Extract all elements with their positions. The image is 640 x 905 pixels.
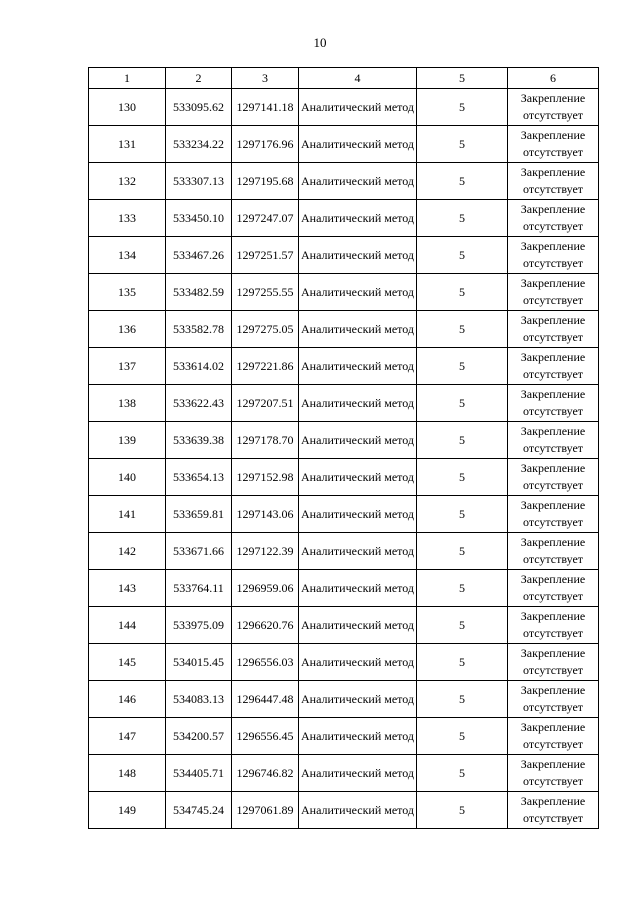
table-cell: 5 (417, 459, 508, 496)
table-cell: Закрепление отсутствует (508, 681, 599, 718)
table-cell: 1297061.89 (232, 792, 299, 829)
table-cell: 533654.13 (166, 459, 232, 496)
table-cell: Закрепление отсутствует (508, 607, 599, 644)
table-cell: 1297152.98 (232, 459, 299, 496)
table-cell: 139 (89, 422, 166, 459)
table-cell: 5 (417, 348, 508, 385)
table-row (89, 200, 599, 237)
table-cell: Закрепление отсутствует (508, 89, 599, 126)
table-row (89, 422, 599, 459)
table-cell: Аналитический метод (299, 422, 417, 459)
table-cell: 533450.10 (166, 200, 232, 237)
table-cell: Аналитический метод (299, 718, 417, 755)
table-row (89, 311, 599, 348)
table-cell: 534745.24 (166, 792, 232, 829)
table-cell: 1297176.96 (232, 126, 299, 163)
table-cell: 131 (89, 126, 166, 163)
table-cell: 1296620.76 (232, 607, 299, 644)
table-cell: Аналитический метод (299, 792, 417, 829)
table-cell: 137 (89, 348, 166, 385)
table-cell: Закрепление отсутствует (508, 718, 599, 755)
table-cell: 1297251.57 (232, 237, 299, 274)
table-cell: 145 (89, 644, 166, 681)
table-cell: 130 (89, 89, 166, 126)
column-header: 1 (89, 68, 166, 89)
table-cell: 1296959.06 (232, 570, 299, 607)
table-cell: 1296447.48 (232, 681, 299, 718)
header-row (89, 68, 599, 89)
table-cell: 533234.22 (166, 126, 232, 163)
table-cell: 1297143.06 (232, 496, 299, 533)
table-cell: 1297178.70 (232, 422, 299, 459)
table-row (89, 755, 599, 792)
table-cell: 534015.45 (166, 644, 232, 681)
table-cell: Аналитический метод (299, 570, 417, 607)
table-cell: 1297247.07 (232, 200, 299, 237)
column-header: 2 (166, 68, 232, 89)
table-cell: Закрепление отсутствует (508, 755, 599, 792)
table-cell: 533582.78 (166, 311, 232, 348)
table-cell: Аналитический метод (299, 607, 417, 644)
table-cell: 533975.09 (166, 607, 232, 644)
table-row (89, 681, 599, 718)
column-header: 4 (299, 68, 417, 89)
table-cell: 533659.81 (166, 496, 232, 533)
table-cell: 136 (89, 311, 166, 348)
table-row (89, 496, 599, 533)
table-cell: Аналитический метод (299, 126, 417, 163)
table-cell: Закрепление отсутствует (508, 570, 599, 607)
table-cell: 5 (417, 126, 508, 163)
table-cell: 533764.11 (166, 570, 232, 607)
table-cell: 533482.59 (166, 274, 232, 311)
table-cell: 533639.38 (166, 422, 232, 459)
table-cell: 533614.02 (166, 348, 232, 385)
table-cell: 1297255.55 (232, 274, 299, 311)
table-cell: Аналитический метод (299, 237, 417, 274)
table-cell: 534200.57 (166, 718, 232, 755)
table-cell: 5 (417, 89, 508, 126)
table-cell: 533671.66 (166, 533, 232, 570)
table-cell: 5 (417, 274, 508, 311)
table-cell: 1297195.68 (232, 163, 299, 200)
table-header (89, 68, 599, 89)
table-cell: 1297275.05 (232, 311, 299, 348)
coordinates-table (88, 67, 599, 829)
table-cell: 5 (417, 533, 508, 570)
table-cell: 5 (417, 422, 508, 459)
table-cell: 5 (417, 311, 508, 348)
table-cell: Аналитический метод (299, 681, 417, 718)
table-cell: 5 (417, 385, 508, 422)
page-number: 10 (313, 35, 327, 50)
table-cell: Аналитический метод (299, 496, 417, 533)
table-cell: Аналитический метод (299, 385, 417, 422)
table-row (89, 607, 599, 644)
table-cell: Закрепление отсутствует (508, 496, 599, 533)
table-cell: 5 (417, 200, 508, 237)
table-cell: Закрепление отсутствует (508, 644, 599, 681)
table-cell: 146 (89, 681, 166, 718)
table-cell: 5 (417, 496, 508, 533)
table-cell: 1297221.86 (232, 348, 299, 385)
table-cell: Аналитический метод (299, 459, 417, 496)
table-cell: 135 (89, 274, 166, 311)
table-row (89, 644, 599, 681)
table-row (89, 459, 599, 496)
table-cell: 141 (89, 496, 166, 533)
table-cell: Закрепление отсутствует (508, 385, 599, 422)
table-cell: Аналитический метод (299, 89, 417, 126)
table-cell: 143 (89, 570, 166, 607)
table-cell: 533622.43 (166, 385, 232, 422)
table-cell: 5 (417, 570, 508, 607)
table-cell: Закрепление отсутствует (508, 163, 599, 200)
table-cell: 5 (417, 237, 508, 274)
table-cell: 149 (89, 792, 166, 829)
table-cell: 5 (417, 163, 508, 200)
table-row (89, 274, 599, 311)
table-body (89, 89, 599, 829)
table-cell: 5 (417, 718, 508, 755)
table-cell: Закрепление отсутствует (508, 274, 599, 311)
table-cell: 1296556.03 (232, 644, 299, 681)
table-cell: 1297122.39 (232, 533, 299, 570)
table-cell: 534083.13 (166, 681, 232, 718)
table-cell: 533095.62 (166, 89, 232, 126)
table-cell: Аналитический метод (299, 200, 417, 237)
table-cell: Закрепление отсутствует (508, 237, 599, 274)
table-cell: 134 (89, 237, 166, 274)
table-cell: 1296746.82 (232, 755, 299, 792)
table-cell: Закрепление отсутствует (508, 459, 599, 496)
table-cell: Закрепление отсутствует (508, 200, 599, 237)
table-cell: 533307.13 (166, 163, 232, 200)
table-cell: Аналитический метод (299, 274, 417, 311)
table-cell: Аналитический метод (299, 644, 417, 681)
table-cell: Аналитический метод (299, 755, 417, 792)
table-cell: Закрепление отсутствует (508, 311, 599, 348)
table-cell: 138 (89, 385, 166, 422)
table-row (89, 792, 599, 829)
table-cell: 5 (417, 792, 508, 829)
table-row (89, 718, 599, 755)
table-cell: Закрепление отсутствует (508, 792, 599, 829)
table-row (89, 570, 599, 607)
table-row (89, 89, 599, 126)
table-cell: 1296556.45 (232, 718, 299, 755)
table-cell: 1297141.18 (232, 89, 299, 126)
table-cell: 148 (89, 755, 166, 792)
table-row (89, 385, 599, 422)
table-cell: 142 (89, 533, 166, 570)
table-cell: Аналитический метод (299, 533, 417, 570)
table-cell: Аналитический метод (299, 311, 417, 348)
table-cell: 140 (89, 459, 166, 496)
table-row (89, 126, 599, 163)
table-cell: Закрепление отсутствует (508, 348, 599, 385)
table-cell: 5 (417, 681, 508, 718)
table-row (89, 163, 599, 200)
table-cell: Закрепление отсутствует (508, 126, 599, 163)
table-cell: Аналитический метод (299, 163, 417, 200)
table-cell: 132 (89, 163, 166, 200)
table-cell: 534405.71 (166, 755, 232, 792)
table-cell: 133 (89, 200, 166, 237)
table-cell: 533467.26 (166, 237, 232, 274)
table-row (89, 237, 599, 274)
table-cell: 5 (417, 644, 508, 681)
column-header: 6 (508, 68, 599, 89)
table-cell: 1297207.51 (232, 385, 299, 422)
table-cell: 144 (89, 607, 166, 644)
table-cell: Закрепление отсутствует (508, 422, 599, 459)
table-cell: Закрепление отсутствует (508, 533, 599, 570)
column-header: 5 (417, 68, 508, 89)
table-cell: 5 (417, 607, 508, 644)
column-header: 3 (232, 68, 299, 89)
table-cell: Аналитический метод (299, 348, 417, 385)
table-cell: 5 (417, 755, 508, 792)
table-row (89, 533, 599, 570)
table-cell: 147 (89, 718, 166, 755)
table-row (89, 348, 599, 385)
